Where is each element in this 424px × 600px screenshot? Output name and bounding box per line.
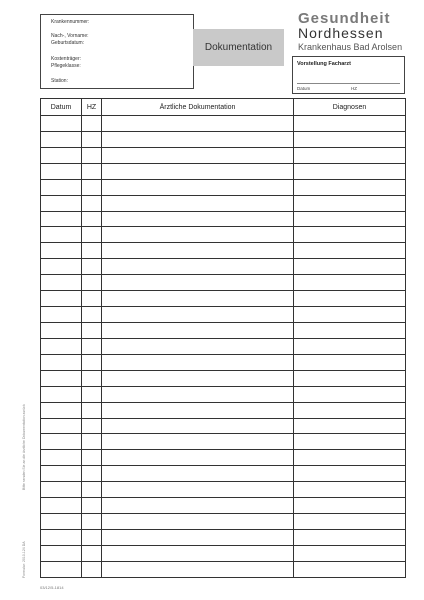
- cell-dokumentation[interactable]: [102, 243, 294, 259]
- cell-dokumentation[interactable]: [102, 482, 294, 498]
- cell-hz[interactable]: [82, 386, 102, 402]
- cell-datum[interactable]: [41, 131, 82, 147]
- cell-dokumentation[interactable]: [102, 116, 294, 132]
- table-row: [41, 514, 406, 530]
- cell-datum[interactable]: [41, 402, 82, 418]
- cell-diagnosen[interactable]: [294, 545, 406, 561]
- cell-diagnosen[interactable]: [294, 243, 406, 259]
- cell-diagnosen[interactable]: [294, 338, 406, 354]
- cell-hz[interactable]: [82, 354, 102, 370]
- document-label: [193, 29, 284, 66]
- cell-datum[interactable]: [41, 322, 82, 338]
- cell-diagnosen[interactable]: [294, 402, 406, 418]
- cell-datum[interactable]: [41, 147, 82, 163]
- cell-dokumentation[interactable]: [102, 370, 294, 386]
- cell-datum[interactable]: [41, 466, 82, 482]
- cell-diagnosen[interactable]: [294, 116, 406, 132]
- cell-datum[interactable]: [41, 529, 82, 545]
- table-row: [41, 498, 406, 514]
- table-row: [41, 307, 406, 323]
- cell-diagnosen[interactable]: [294, 163, 406, 179]
- cell-datum[interactable]: [41, 243, 82, 259]
- cell-hz[interactable]: [82, 227, 102, 243]
- header-datum: Datum: [41, 99, 82, 116]
- cell-dokumentation[interactable]: [102, 466, 294, 482]
- table-row: [41, 131, 406, 147]
- cell-hz[interactable]: [82, 545, 102, 561]
- table-row: [41, 195, 406, 211]
- cell-hz[interactable]: [82, 211, 102, 227]
- table-row: [41, 354, 406, 370]
- cell-datum[interactable]: [41, 338, 82, 354]
- brand-line-3: Krankenhaus Bad Arolsen: [298, 42, 403, 52]
- patient-info-box: [40, 14, 194, 89]
- cell-dokumentation[interactable]: [102, 498, 294, 514]
- table-row: [41, 227, 406, 243]
- cell-datum[interactable]: [41, 545, 82, 561]
- cell-dokumentation[interactable]: [102, 338, 294, 354]
- cell-diagnosen[interactable]: [294, 131, 406, 147]
- cell-hz[interactable]: [82, 561, 102, 577]
- cell-hz[interactable]: [82, 466, 102, 482]
- field-krankennummer: Krankennummer:: [51, 19, 90, 25]
- cell-diagnosen[interactable]: [294, 354, 406, 370]
- facharzt-signature-line: [297, 83, 400, 84]
- cell-diagnosen[interactable]: [294, 291, 406, 307]
- table-row: [41, 179, 406, 195]
- cell-hz[interactable]: [82, 482, 102, 498]
- cell-dokumentation[interactable]: [102, 386, 294, 402]
- table-row: [41, 545, 406, 561]
- cell-dokumentation[interactable]: [102, 561, 294, 577]
- cell-hz[interactable]: [82, 275, 102, 291]
- cell-datum[interactable]: [41, 450, 82, 466]
- table-row: [41, 466, 406, 482]
- table-row: [41, 529, 406, 545]
- table-body: [41, 116, 406, 578]
- cell-hz[interactable]: [82, 147, 102, 163]
- cell-datum[interactable]: [41, 514, 82, 530]
- facharzt-datum-label: Datum: [297, 86, 311, 91]
- cell-hz[interactable]: [82, 259, 102, 275]
- cell-hz[interactable]: [82, 498, 102, 514]
- cell-datum[interactable]: [41, 291, 82, 307]
- cell-diagnosen[interactable]: [294, 179, 406, 195]
- cell-hz[interactable]: [82, 322, 102, 338]
- cell-hz[interactable]: [82, 338, 102, 354]
- cell-diagnosen[interactable]: [294, 259, 406, 275]
- cell-datum[interactable]: [41, 259, 82, 275]
- cell-diagnosen[interactable]: [294, 147, 406, 163]
- cell-hz[interactable]: [82, 307, 102, 323]
- cell-diagnosen[interactable]: [294, 322, 406, 338]
- field-kostentraeger: Kostenträger:: [51, 56, 82, 62]
- cell-dokumentation[interactable]: [102, 131, 294, 147]
- cell-diagnosen[interactable]: [294, 275, 406, 291]
- cell-dokumentation[interactable]: [102, 418, 294, 434]
- cell-hz[interactable]: [82, 402, 102, 418]
- table-row: [41, 450, 406, 466]
- table-row: [41, 211, 406, 227]
- facharzt-hz-label: HZ: [351, 86, 357, 91]
- cell-datum[interactable]: [41, 370, 82, 386]
- cell-hz[interactable]: [82, 529, 102, 545]
- side-note-lower: Formular: 2010-124 DA: [22, 541, 26, 578]
- field-geburtsdatum: Geburtsdatum:: [51, 40, 85, 46]
- table-header-row: [41, 99, 406, 116]
- table-row: [41, 116, 406, 132]
- table-row: [41, 275, 406, 291]
- cell-dokumentation[interactable]: [102, 322, 294, 338]
- cell-dokumentation[interactable]: [102, 514, 294, 530]
- cell-dokumentation[interactable]: [102, 434, 294, 450]
- cell-dokumentation[interactable]: [102, 211, 294, 227]
- document-label-text: Dokumentation: [204, 42, 273, 53]
- cell-diagnosen[interactable]: [294, 195, 406, 211]
- documentation-table: [40, 98, 406, 578]
- cell-hz[interactable]: [82, 450, 102, 466]
- facharzt-title: Vorstellung Facharzt: [297, 61, 351, 67]
- cell-hz[interactable]: [82, 131, 102, 147]
- table-row: [41, 259, 406, 275]
- cell-diagnosen[interactable]: [294, 227, 406, 243]
- cell-diagnosen[interactable]: [294, 370, 406, 386]
- cell-hz[interactable]: [82, 291, 102, 307]
- table-row: [41, 243, 406, 259]
- cell-datum[interactable]: [41, 354, 82, 370]
- cell-dokumentation[interactable]: [102, 307, 294, 323]
- cell-datum[interactable]: [41, 386, 82, 402]
- cell-dokumentation[interactable]: [102, 259, 294, 275]
- cell-datum[interactable]: [41, 179, 82, 195]
- table-row: [41, 291, 406, 307]
- table-row: [41, 386, 406, 402]
- field-station: Station:: [51, 78, 68, 84]
- cell-diagnosen[interactable]: [294, 434, 406, 450]
- header-hz: HZ: [82, 99, 102, 116]
- table-row: [41, 338, 406, 354]
- cell-hz[interactable]: [82, 163, 102, 179]
- cell-diagnosen[interactable]: [294, 561, 406, 577]
- cell-diagnosen[interactable]: [294, 450, 406, 466]
- cell-datum[interactable]: [41, 227, 82, 243]
- cell-datum[interactable]: [41, 211, 82, 227]
- cell-datum[interactable]: [41, 195, 82, 211]
- cell-dokumentation[interactable]: [102, 147, 294, 163]
- table-row: [41, 482, 406, 498]
- field-name: Nach-, Vorname:: [51, 33, 89, 39]
- field-pflegeklasse: Pflegeklasse:: [51, 63, 81, 69]
- cell-diagnosen[interactable]: [294, 498, 406, 514]
- cell-hz[interactable]: [82, 434, 102, 450]
- table-row: [41, 402, 406, 418]
- cell-diagnosen[interactable]: [294, 211, 406, 227]
- cell-hz[interactable]: [82, 243, 102, 259]
- cell-hz[interactable]: [82, 370, 102, 386]
- cell-hz[interactable]: [82, 514, 102, 530]
- cell-datum[interactable]: [41, 418, 82, 434]
- cell-datum[interactable]: [41, 275, 82, 291]
- cell-dokumentation[interactable]: [102, 450, 294, 466]
- table-row: [41, 163, 406, 179]
- table-row: [41, 434, 406, 450]
- facharzt-box: [292, 56, 405, 94]
- cell-dokumentation[interactable]: [102, 163, 294, 179]
- cell-hz[interactable]: [82, 418, 102, 434]
- cell-diagnosen[interactable]: [294, 514, 406, 530]
- cell-diagnosen[interactable]: [294, 466, 406, 482]
- header-aerztliche-dokumentation: Ärztliche Dokumentation: [102, 99, 294, 116]
- cell-datum[interactable]: [41, 307, 82, 323]
- cell-dokumentation[interactable]: [102, 402, 294, 418]
- cell-datum[interactable]: [41, 163, 82, 179]
- cell-dokumentation[interactable]: [102, 179, 294, 195]
- cell-datum[interactable]: [41, 561, 82, 577]
- cell-hz[interactable]: [82, 116, 102, 132]
- cell-dokumentation[interactable]: [102, 354, 294, 370]
- documentation-table-wrap: [40, 98, 405, 578]
- cell-hz[interactable]: [82, 195, 102, 211]
- table-row: [41, 561, 406, 577]
- table-row: [41, 322, 406, 338]
- cell-diagnosen[interactable]: [294, 529, 406, 545]
- cell-dokumentation[interactable]: [102, 195, 294, 211]
- cell-diagnosen[interactable]: [294, 307, 406, 323]
- cell-hz[interactable]: [82, 179, 102, 195]
- cell-dokumentation[interactable]: [102, 545, 294, 561]
- footer-code: 03/12/5-1814: [40, 585, 64, 590]
- cell-diagnosen[interactable]: [294, 386, 406, 402]
- cell-datum[interactable]: [41, 482, 82, 498]
- cell-diagnosen[interactable]: [294, 418, 406, 434]
- table-row: [41, 418, 406, 434]
- side-note-upper: Bitte senden Sie an die ärztliche Dokumentation zurück: [22, 404, 26, 490]
- cell-dokumentation[interactable]: [102, 275, 294, 291]
- cell-dokumentation[interactable]: [102, 529, 294, 545]
- cell-datum[interactable]: [41, 116, 82, 132]
- header-diagnosen: Diagnosen: [294, 99, 406, 116]
- cell-datum[interactable]: [41, 434, 82, 450]
- cell-dokumentation[interactable]: [102, 227, 294, 243]
- cell-diagnosen[interactable]: [294, 482, 406, 498]
- table-row: [41, 370, 406, 386]
- cell-datum[interactable]: [41, 498, 82, 514]
- brand-line-2: Nordhessen: [298, 25, 384, 41]
- table-row: [41, 147, 406, 163]
- brand-line-1: Gesundheit: [298, 10, 391, 27]
- cell-dokumentation[interactable]: [102, 291, 294, 307]
